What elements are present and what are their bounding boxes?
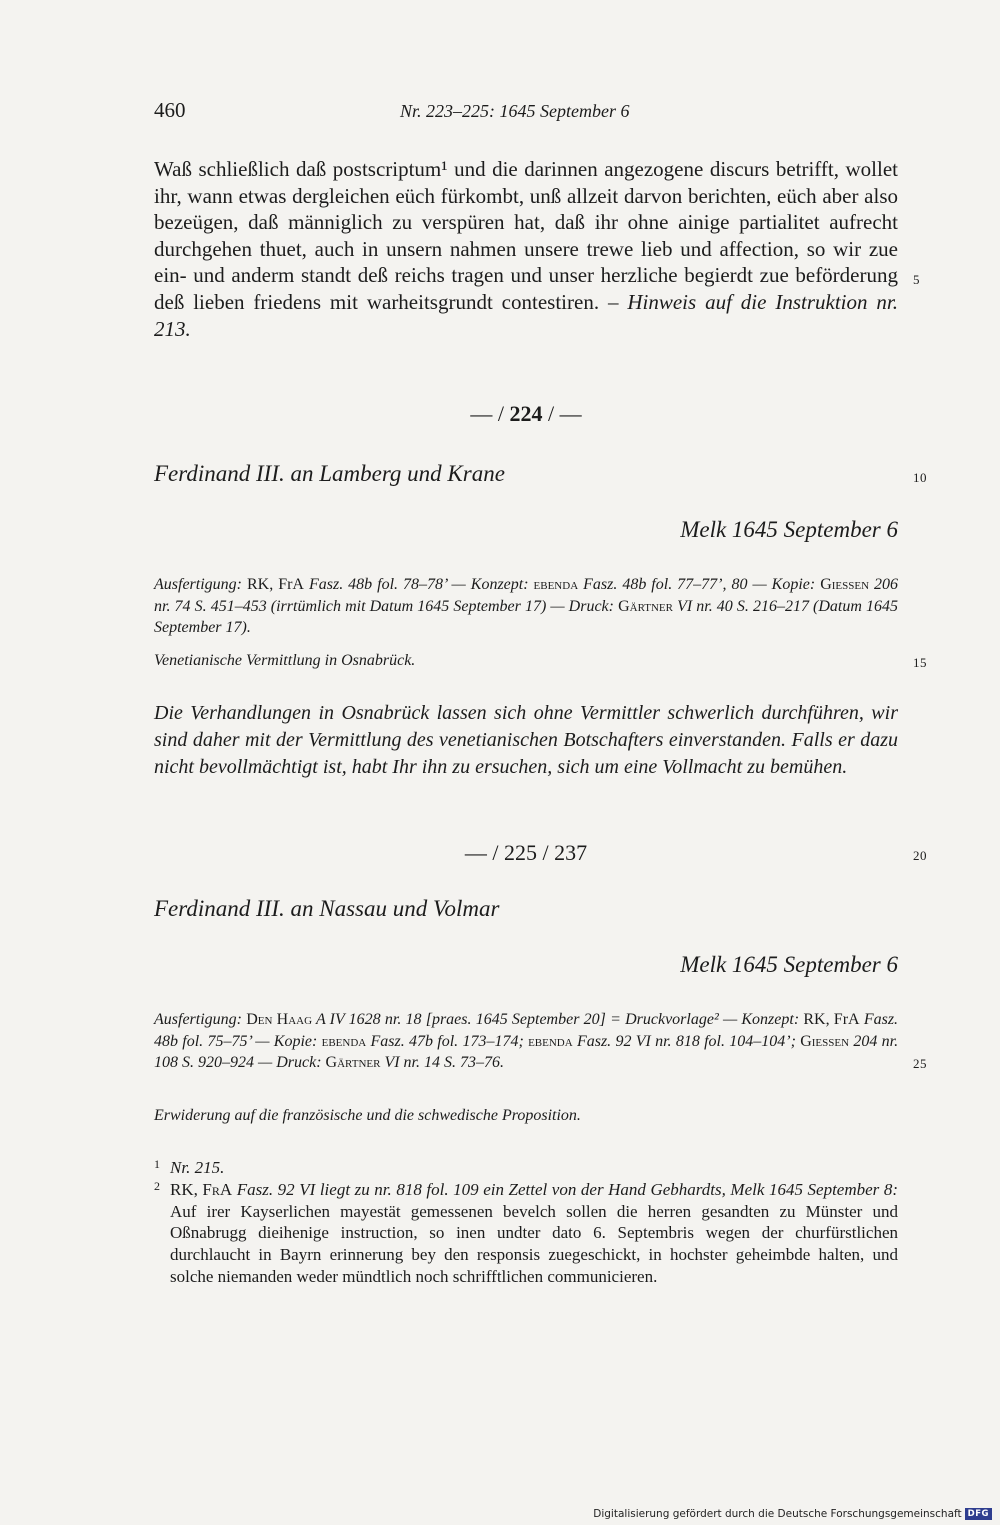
doc-number-prefix: — / — [464, 840, 499, 865]
footnote-2 — [154, 1179, 898, 1288]
source-part: Giessen — [820, 576, 870, 593]
line-number-25: 25 — [913, 1056, 927, 1071]
source-part: 204 nr. 108 S. 920–924 — Druck: — [154, 1032, 899, 1071]
document-summary-224: Die Verhandlungen in Osnabrück lassen sich ohne Vermittler schwerlich durchführen, wir sind daher mit der Vermittlung des venetianischen Botschafters einverstanden. Falls er dazu nicht bevollmächtigt ist, habt Ihr ihn zu ersuchen, sich um eine Vollmacht zu bemühen. — [154, 702, 898, 778]
source-part: ebenda — [533, 576, 579, 593]
intro-paragraph — [154, 156, 898, 342]
source-part: ebenda — [528, 1032, 573, 1050]
document-title-224: Ferdinand III. an Lamberg und Krane — [154, 461, 505, 486]
source-part: Fasz. 48b fol. 78–78’ — Konzept: — [308, 576, 529, 593]
source-part: RK, FrA — [246, 576, 304, 593]
source-part: Fasz. 48b fol. 77–77’, 80 — Kopie: — [583, 576, 816, 593]
document-subject-225: Erwiderung auf die französische und die schwedische Proposition. — [154, 1107, 581, 1124]
line-number-5: 5 — [913, 272, 920, 287]
source-part: VI nr. 14 S. 73–76. — [384, 1054, 505, 1071]
source-part: Giessen — [800, 1032, 850, 1050]
doc-number-prefix: — / — [470, 401, 504, 426]
document-number-224 — [154, 401, 898, 427]
doc-number: 224 — [509, 401, 543, 426]
intro-hint: Hinweis auf die Instruktion nr. 213. — [154, 289, 898, 341]
footnote-part: Auf irer Kayserlichen mayestät gemessenen bevelch sollen die herren gesandten zu Münster und Oßnabrugg dieihenige instruction, so inen undter dato 6. Septembris wegen der churfürstlichen durchlaucht in Bayrn erinnerung bey den responsis zuegeschickt, in hochster geheimbde halten, und solche niemanden weder mündtlich noch schrifftlichen communicieren. — [170, 1201, 898, 1286]
running-head: Nr. 223–225: 1645 September 6 — [400, 101, 630, 121]
source-note-224 — [154, 574, 898, 639]
source-part: Gärtner — [325, 1054, 381, 1071]
document-place-date-224: Melk 1645 September 6 — [680, 517, 898, 542]
footnote-mark: 1 — [154, 1157, 160, 1171]
document-subject-224: Venetianische Vermittlung in Osnabrück. — [154, 652, 416, 669]
footnote-text: Nr. 215. — [170, 1158, 225, 1177]
document-place-date-225: Melk 1645 September 6 — [680, 952, 898, 977]
source-part: Ausfertigung: — [154, 576, 242, 593]
doc-number-suffix: / 237 — [542, 840, 588, 865]
doc-number-suffix: / — — [548, 401, 582, 426]
document-number-225 — [154, 840, 898, 866]
footnote-part: RK, FrA — [170, 1179, 233, 1199]
source-part: Den Haag — [246, 1011, 313, 1028]
source-part: Fasz. 47b fol. 173–174; — [370, 1032, 524, 1050]
footnote-part: Fasz. 92 VI liegt zu nr. 818 fol. 109 ein Zettel von der Hand Gebhardts, Melk 1645 September 8: — [236, 1179, 899, 1199]
source-part: VI nr. 40 S. 216–217 (Datum 1645 September 17). — [154, 597, 899, 636]
credit-text: Digitalisierung gefördert durch die Deutsche Forschungsgemeinschaft — [593, 1508, 962, 1520]
line-number-20: 20 — [913, 848, 927, 863]
dfg-logo: DFG — [965, 1508, 992, 1520]
digitization-credit — [593, 1508, 992, 1520]
source-part: ebenda — [321, 1032, 367, 1050]
footnote-mark: 2 — [154, 1178, 160, 1193]
page-number: 460 — [154, 98, 186, 122]
source-part: Fasz. 92 VI nr. 818 fol. 104–104’; — [576, 1032, 796, 1050]
line-number-15: 15 — [913, 655, 927, 670]
source-part: Gärtner — [618, 597, 673, 615]
footnote-text — [170, 1179, 898, 1288]
footnote-1 — [154, 1157, 898, 1179]
source-part: RK, FrA — [803, 1011, 860, 1028]
doc-number: 225 — [504, 840, 537, 865]
line-number-10: 10 — [913, 470, 927, 485]
source-part: Fasz. 48b fol. 75–75’ — Kopie: — [154, 1011, 899, 1050]
source-note-225 — [154, 1009, 898, 1074]
document-title-225: Ferdinand III. an Nassau und Volmar — [154, 896, 500, 921]
intro-text: Waß schließlich daß postscriptum¹ und die darinnen angezogene discurs betrifft, wollet ihr, wann etwas dergleichen eüch fürkombt, unß allzeit darvon berichten, eüch aber also bezeügen, daß männiglich zu verspüren hat, daß ihr ohne ainige partialitet aufrecht durchgehen thuet, auch in unsern nahmen unsere trewe lieb und affection, so wir zue ein- und anderm standt deß reichs tragen und unser herzliche begierdt zue beförderung deß lieben friedens mit warheitsgrundt contestiren. – — [154, 157, 898, 314]
source-part: A IV 1628 nr. 18 [praes. 1645 September 20] = Druckvorlage² — Konzept: — [315, 1011, 800, 1028]
source-part: Ausfertigung: — [154, 1011, 242, 1028]
source-part: 206 nr. 74 S. 451–453 (irrtümlich mit Datum 1645 September 17) — Druck: — [154, 576, 899, 615]
footnotes — [154, 1157, 898, 1288]
